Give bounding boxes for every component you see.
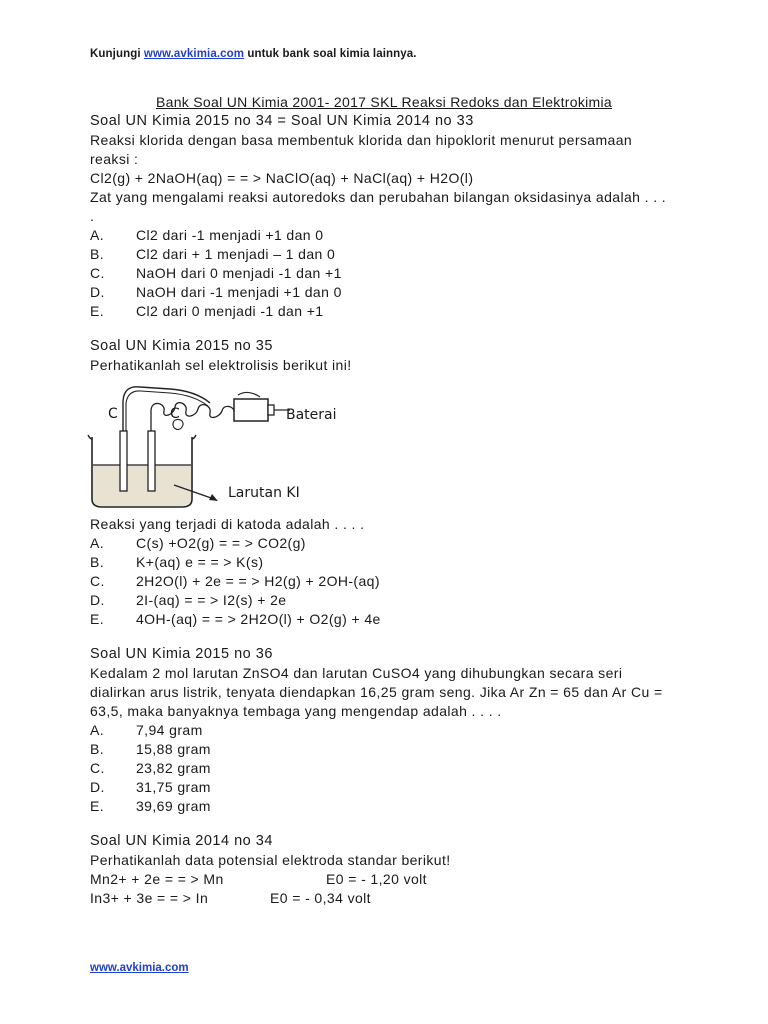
- page-header: [90, 48, 417, 60]
- header-website-link[interactable]: www.avkimia.com: [143, 48, 245, 60]
- document-body: [90, 112, 690, 908]
- q1-text-line-1: Reaksi klorida dengan basa membentuk klorida dan hipoklorit menurut persamaan: [90, 132, 633, 148]
- q2-question: Reaksi yang terjadi di katoda adalah . . . .: [90, 516, 365, 532]
- q1-option-d: D. NaOH dari -1 menjadi +1 dan 0: [90, 284, 342, 300]
- page-footer: [90, 962, 189, 974]
- q3-text-line-1: Kedalam 2 mol larutan ZnSO4 dan larutan CuSO4 yang dihubungkan secara seri: [90, 665, 623, 681]
- q3-text-line-3: 63,5, maka banyaknya tembaga yang mengendap adalah . . . .: [90, 703, 502, 719]
- q1-option-a: A. Cl2 dari -1 menjadi +1 dan 0: [90, 227, 324, 243]
- electrolysis-cell-figure: [90, 381, 390, 509]
- q1-option-b: B. Cl2 dari + 1 menjadi – 1 dan 0: [90, 246, 336, 262]
- header-prefix: Kunjungi: [90, 48, 141, 60]
- q3-option-a: A. 7,94 gram: [90, 722, 203, 738]
- q1-heading: Soal UN Kimia 2015 no 34 = Soal UN Kimia 2014 no 33: [90, 113, 474, 129]
- q3-text-line-2: dialirkan arus listrik, tenyata diendapkan 16,25 gram seng. Jika Ar Zn = 65 dan Ar Cu =: [90, 684, 663, 700]
- q1-option-e: E. Cl2 dari 0 menjadi -1 dan +1: [90, 303, 324, 319]
- q1-question-line-1: Zat yang mengalami reaksi autoredoks dan perubahan bilangan oksidasinya adalah . . .: [90, 189, 667, 205]
- document-title: Bank Soal UN Kimia 2001- 2017 SKL Reaksi Redoks dan Elektrokimia: [155, 94, 612, 110]
- q1-text-line-2: reaksi :: [90, 151, 139, 167]
- battery-label: Baterai: [286, 407, 337, 423]
- q4-intro: Perhatikanlah data potensial elektroda standar berikut!: [90, 852, 451, 868]
- solution-label: Larutan KI: [228, 485, 300, 501]
- q1-option-c: C. NaOH dari 0 menjadi -1 dan +1: [90, 265, 342, 281]
- footer-website-link[interactable]: www.avkimia.com: [90, 962, 189, 974]
- q2-option-d: D. 2I-(aq) = = > I2(s) + 2e: [90, 592, 287, 608]
- q3-heading: Soal UN Kimia 2015 no 36: [90, 646, 273, 662]
- q2-heading: Soal UN Kimia 2015 no 35: [90, 338, 273, 354]
- q1-equation: Cl2(g) + 2NaOH(aq) = = > NaClO(aq) + NaCl(aq) + H2O(l): [90, 170, 474, 186]
- header-suffix: untuk bank soal kimia lainnya.: [247, 48, 417, 60]
- q3-option-d: D. 31,75 gram: [90, 779, 211, 795]
- left-electrode-label: C: [108, 406, 118, 422]
- q2-option-e: E. 4OH-(aq) = = > 2H2O(l) + O2(g) + 4e: [90, 611, 381, 627]
- q1-question-line-2: .: [90, 208, 95, 224]
- q3-option-c: C. 23,82 gram: [90, 760, 211, 776]
- q2-option-b: B. K+(aq) e = = > K(s): [90, 554, 264, 570]
- q3-option-b: B. 15,88 gram: [90, 741, 211, 757]
- right-electrode-label: C: [170, 406, 180, 422]
- q2-option-a: A. C(s) +O2(g) = = > CO2(g): [90, 535, 306, 551]
- q2-option-c: C. 2H2O(l) + 2e = = > H2(g) + 2OH-(aq): [90, 573, 380, 589]
- q4-data-row: In3+ + 3e = = > In E0 = - 0,34 volt: [90, 890, 371, 906]
- q3-option-e: E. 39,69 gram: [90, 798, 211, 814]
- q4-heading: Soal UN Kimia 2014 no 34: [90, 833, 273, 849]
- q2-intro: Perhatikanlah sel elektrolisis berikut ini!: [90, 357, 352, 373]
- q4-data-row: Mn2+ + 2e = = > Mn E0 = - 1,20 volt: [90, 871, 427, 887]
